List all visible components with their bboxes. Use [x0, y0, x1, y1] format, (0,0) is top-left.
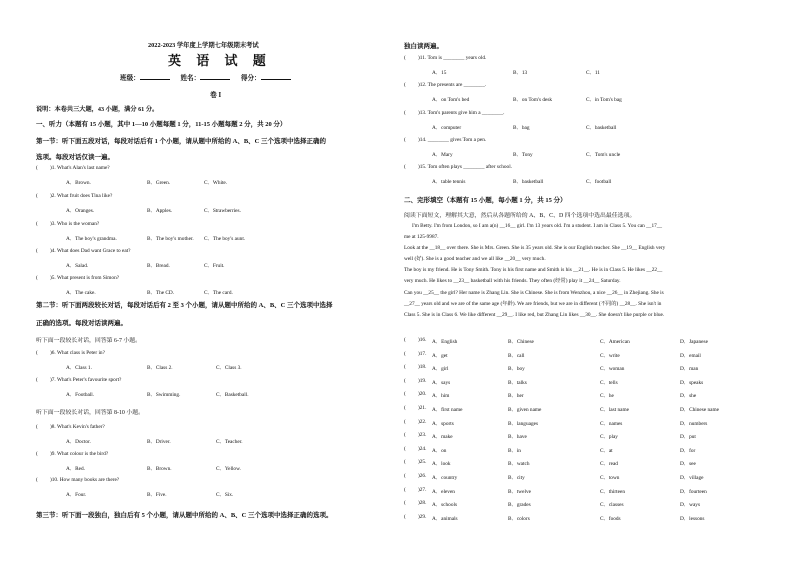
answer-option: B．Swimming.: [147, 392, 181, 398]
question-stem: ( )7. What's Peter's favourite sport?: [36, 377, 122, 383]
answer-paren[interactable]: (: [404, 364, 406, 371]
answer-paren[interactable]: (: [36, 377, 38, 383]
answer-option: C．tells: [600, 379, 618, 386]
sec2-instruction-2: 正确的选项。每段对话读两遍。: [36, 320, 127, 327]
answer-option: B．Bread.: [147, 263, 170, 269]
answer-paren[interactable]: (: [404, 164, 406, 170]
class-blank[interactable]: [140, 74, 170, 80]
answer-option: D．man: [680, 366, 699, 373]
answer-option: A．make: [432, 434, 453, 441]
question-stem: ( )19.: [404, 377, 427, 384]
answer-option: A．sports: [432, 420, 454, 427]
answer-option: B．The boy's mother.: [147, 236, 194, 242]
answer-option: B．watch: [508, 461, 530, 468]
answer-option: D．numbers: [680, 420, 708, 427]
question-stem: ( )27.: [404, 486, 427, 493]
answer-option: C．last name: [600, 407, 629, 413]
answer-option: B．languages: [508, 420, 539, 427]
question-number: 22: [419, 418, 426, 425]
answer-paren[interactable]: (: [404, 377, 406, 384]
answer-option: C．Strawberries.: [204, 208, 241, 214]
answer-option: A．look: [432, 461, 451, 468]
answer-option: B．grades: [508, 502, 531, 509]
answer-option: A．on Tom's bed: [432, 97, 470, 103]
question-stem: ( )24.: [404, 445, 427, 452]
answer-option: A．English: [432, 339, 458, 345]
answer-option: B．Green.: [147, 180, 171, 186]
passage-line: very much. He likes to __23__ basketball with his friends. They often (经常) play it __24__ Saturday.: [404, 278, 621, 285]
question-stem: ( )4. What does Dad want Grace to eat?: [36, 248, 131, 254]
question-stem: ( )14. ________ gives Tom a pen.: [404, 137, 487, 143]
answer-option: C．names: [600, 420, 623, 427]
answer-option: C．Tom's uncle: [586, 152, 621, 158]
question-stem: ( )2. What fruit does Tina like?: [36, 193, 113, 199]
question-text: What's Kevin's father?: [56, 424, 105, 430]
subject-title: 英 语 试 题: [168, 53, 272, 68]
answer-option: B．Brown.: [147, 466, 172, 472]
answer-option: C．The card.: [204, 290, 233, 296]
sub-instruction-6-7: 听下面一段较长对话，回答第 6-7 小题。: [36, 338, 142, 344]
answer-option: B．bag: [513, 125, 530, 131]
passage-line: __27__ years old and we are of the same age (年龄). We are friends, but we are in different (不同的) __28__. She isn't in: [404, 300, 662, 307]
question-number: 28: [419, 500, 426, 507]
question-stem: ( )6. What class is Peter in?: [36, 350, 105, 356]
question-stem: ( )23.: [404, 432, 427, 439]
answer-paren[interactable]: (: [36, 165, 38, 171]
answer-paren[interactable]: (: [404, 445, 406, 452]
score-label: 得分：: [240, 75, 261, 82]
answer-paren[interactable]: (: [36, 451, 38, 457]
answer-option: A．The boy's grandma.: [66, 236, 117, 242]
question-text: What's Alan's last name?: [56, 165, 110, 171]
answer-paren[interactable]: (: [404, 337, 406, 343]
sub-instruction-8-10: 听下面一段较长对话，回答第 8-10 小题。: [36, 410, 144, 416]
answer-option: C．Six.: [216, 492, 234, 498]
question-number: 11: [419, 55, 425, 61]
answer-option: C．football: [586, 179, 612, 185]
part1-title: 一、听力（本题有 15 小题，其中 1—10 小题每题 1 分，11-15 小题每题 2 分，共 20 分）: [36, 121, 287, 128]
question-stem: ( )28.: [404, 500, 427, 507]
passage-line: Can you __25__ the girl? Her name is Zhang Lin. She is Chinese. She is from Wenzhou, a nice __26__ in Zhejiang. She is: [404, 289, 664, 296]
question-stem: ( )1. What's Alan's last name?: [36, 165, 110, 171]
question-stem: ( )25.: [404, 459, 427, 466]
question-number: 21: [419, 405, 426, 411]
question-number: 18: [419, 364, 426, 371]
passage-line: The boy is my friend. He is Tony Smith. Tony is his first name and Smith is his __21__. He is in Class 5. He likes __22__: [404, 267, 663, 274]
passage-line: Look at the __18__ over there. She is Mrs. Green. She is 35 years old. She is our English teacher. She __19__ English very: [404, 245, 666, 252]
answer-option: C．Yellow.: [216, 466, 241, 472]
answer-option: A．table tennis: [432, 179, 466, 185]
part2-title: 二、完形填空（本题有 15 小题，每小题 1 分，共 15 分）: [404, 197, 567, 204]
answer-option: D．Chinese name: [680, 407, 719, 413]
answer-option: D．fourteen: [680, 488, 707, 495]
question-text: What does Dad want Grace to eat?: [56, 248, 131, 254]
answer-option: A．Football.: [66, 392, 95, 398]
answer-paren[interactable]: (: [404, 110, 406, 116]
question-number: 29: [419, 513, 426, 520]
question-number: 2: [51, 193, 55, 199]
class-label: 班级：: [120, 75, 140, 82]
name-label: 姓名：: [180, 75, 201, 82]
answer-option: A．computer: [432, 125, 462, 131]
answer-option: A．Salad.: [66, 263, 89, 269]
answer-paren[interactable]: (: [404, 350, 406, 357]
answer-option: A．schools: [432, 502, 458, 509]
question-number: 13: [419, 110, 426, 116]
cloze-instructions: 阅读下面短文，理解其大意，然后从各题所给的 A、B、C、D 四个选项中选出最佳选项。: [404, 213, 636, 219]
question-number: 5: [51, 275, 55, 281]
answer-option: D．village: [680, 475, 704, 481]
answer-option: A．get: [432, 352, 448, 359]
question-stem: ( )18.: [404, 364, 427, 371]
answer-option: B．call: [508, 352, 525, 359]
exam-note: 说明：本卷共三大题，43 小题，满分 61 分。: [36, 106, 159, 113]
question-number: 6: [51, 350, 55, 356]
answer-option: B．Apples.: [147, 208, 173, 214]
answer-paren[interactable]: (: [36, 275, 38, 281]
answer-paren[interactable]: (: [36, 424, 38, 430]
answer-option: D．email: [680, 352, 701, 359]
answer-option: D．lessons: [680, 515, 705, 522]
cloze-passage: [404, 221, 776, 321]
question-number: 14: [419, 137, 426, 143]
question-stem: ( )26.: [404, 473, 427, 479]
question-number: 26: [419, 473, 426, 479]
question-text: What colour is the bird?: [56, 451, 109, 457]
question-stem: ( )22.: [404, 418, 427, 425]
volume-label: 卷 I: [210, 92, 222, 99]
answer-paren[interactable]: (: [404, 486, 406, 493]
answer-option: C．basketball: [586, 125, 617, 131]
answer-option: C．foods: [600, 515, 621, 522]
answer-option: D．speaks: [680, 379, 704, 386]
question-number: 27: [419, 486, 426, 493]
answer-paren[interactable]: (: [404, 459, 406, 466]
answer-paren[interactable]: (: [36, 193, 38, 199]
answer-option: D．put: [680, 434, 696, 441]
sec2-instruction-1: 第二节：听下面两段较长对话，每段对话后有 2 至 3 个小题，请从题中所给的 A、B、C 三个选项中选择: [36, 302, 333, 309]
answer-option: A．eleven: [432, 488, 455, 495]
answer-paren[interactable]: (: [36, 350, 38, 356]
answer-paren[interactable]: (: [36, 221, 38, 227]
answer-paren[interactable]: (: [404, 432, 406, 439]
answer-paren[interactable]: (: [404, 473, 406, 479]
question-number: 16: [419, 337, 426, 343]
answer-paren[interactable]: (: [404, 405, 406, 411]
question-number: 23: [419, 432, 426, 439]
answer-option: A．first name: [432, 407, 463, 413]
question-text: What class is Peter in?: [56, 350, 105, 356]
question-text: ________ gives Tom a pen.: [427, 137, 487, 143]
answer-option: D．she: [680, 393, 697, 400]
answer-option: C．thirteen: [600, 488, 626, 495]
passage-line: well (好). She is a good teacher and we all like __20__ very much.: [404, 256, 546, 263]
answer-option: C．town: [600, 475, 620, 481]
question-text: What fruit does Tina like?: [56, 193, 113, 199]
answer-option: B．colors: [508, 515, 530, 522]
answer-option: D．Japanese: [680, 339, 708, 345]
answer-paren[interactable]: (: [404, 82, 406, 88]
answer-option: B．basketball: [513, 179, 544, 185]
answer-option: A．country: [432, 475, 458, 481]
answer-option: B．13: [513, 70, 528, 76]
question-number: 20: [419, 391, 426, 398]
answer-option: C．he: [600, 393, 614, 400]
answer-paren[interactable]: (: [36, 248, 38, 254]
answer-option: C．write: [600, 352, 620, 359]
question-number: 19: [419, 377, 426, 384]
answer-option: B．her: [508, 393, 524, 400]
answer-option: A．Four.: [66, 492, 87, 498]
answer-option: B．Five.: [147, 492, 167, 498]
sec1-instruction-2: 选项。每段对话仅读一遍。: [36, 154, 114, 161]
question-number: 24: [419, 445, 426, 452]
question-number: 15: [419, 164, 426, 170]
answer-option: C．in Tom's bag: [586, 97, 622, 103]
answer-option: D．ways: [680, 502, 701, 509]
answer-option: D．see: [680, 461, 696, 468]
sec1-instruction-1: 第一节：听下面五段对话，每段对话后有 1 个小题，请从题中所给的 A、B、C 三个选项中选择正确的: [36, 138, 326, 145]
answer-option: C．American: [600, 339, 630, 345]
answer-option: A．him: [432, 393, 450, 400]
question-stem: ( )9. What colour is the bird?: [36, 451, 109, 457]
answer-option: C．11: [586, 70, 600, 76]
question-text: How many books are there?: [59, 477, 120, 483]
question-text: Tom often plays ________ after school.: [427, 164, 512, 170]
answer-option: B．boy: [508, 366, 525, 373]
answer-option: B．in: [508, 447, 521, 454]
answer-option: A．Mary: [432, 152, 453, 158]
score-blank[interactable]: [261, 74, 291, 80]
answer-option: A．Brown.: [66, 180, 91, 186]
question-number: 8: [51, 424, 55, 430]
answer-option: C．read: [600, 461, 618, 468]
question-stem: ( )13. Tom's parents give him a ________.: [404, 110, 505, 116]
question-text: The presents are ________.: [427, 82, 487, 88]
answer-option: A．Red.: [66, 466, 85, 472]
answer-option: B．have: [508, 434, 527, 441]
question-number: 4: [51, 248, 55, 254]
question-text: Who is the woman?: [56, 221, 100, 227]
question-stem: ( )12. The presents are ________.: [404, 82, 487, 88]
answer-option: B．twelve: [508, 488, 531, 495]
answer-option: C．The boy's aunt.: [204, 236, 246, 242]
question-stem: ( )21.: [404, 405, 427, 411]
answer-option: B．talks: [508, 379, 527, 386]
answer-paren[interactable]: (: [404, 500, 406, 507]
sec3-instruction: 第三节：听下面一段独白，独白后有 5 个小题，请从题中所给的 A、B、C 三个选项中选择正确的选项。: [36, 512, 333, 519]
question-number: 1: [51, 165, 55, 171]
question-text: Tom's parents give him a ________.: [427, 110, 505, 116]
answer-option: A．15: [432, 70, 447, 76]
question-text: What's Peter's favourite sport?: [56, 377, 122, 383]
question-text: Tom is ________ years old.: [427, 55, 487, 61]
exam-title: 2022-2023 学年度上学期七年级期末考试: [148, 42, 259, 49]
question-number: 3: [51, 221, 55, 227]
question-number: 10: [51, 477, 58, 483]
question-stem: ( )20.: [404, 391, 427, 398]
question-stem: ( )5. What present is from Simon?: [36, 275, 120, 281]
question-stem: ( )11. Tom is ________ years old.: [404, 55, 487, 61]
answer-option: B．Tony: [513, 152, 533, 158]
student-info-row: [120, 72, 291, 82]
answer-option: A．girl: [432, 366, 449, 373]
passage-line: me at 125-9987.: [404, 234, 439, 241]
answer-paren[interactable]: (: [36, 477, 38, 483]
monologue-heading: 独白读两遍。: [404, 43, 443, 50]
answer-paren[interactable]: (: [404, 55, 406, 61]
question-stem: ( )3. Who is the woman?: [36, 221, 100, 227]
answer-option: B．Driver.: [147, 439, 171, 445]
question-stem: ( )29.: [404, 513, 427, 520]
answer-option: C．Fruit.: [204, 263, 225, 269]
answer-option: D．for: [680, 447, 696, 454]
answer-option: A．The cake.: [66, 290, 96, 296]
answer-option: C．Basketball.: [216, 392, 249, 398]
answer-option: C．White.: [204, 180, 228, 186]
answer-paren[interactable]: (: [404, 137, 406, 143]
question-stem: ( )17.: [404, 350, 427, 357]
question-stem: ( )16.: [404, 337, 427, 343]
answer-option: A．on: [432, 447, 447, 454]
answer-option: C．Class 3.: [216, 365, 242, 371]
answer-option: C．Teacher.: [216, 439, 243, 445]
answer-paren[interactable]: (: [404, 418, 406, 425]
answer-option: B．The CD.: [147, 290, 175, 296]
answer-option: A．animals: [432, 515, 458, 522]
name-blank[interactable]: [200, 74, 230, 80]
question-stem: ( )10. How many books are there?: [36, 477, 120, 483]
answer-option: C．woman: [600, 366, 625, 373]
question-number: 9: [51, 451, 55, 457]
answer-option: B．city: [508, 475, 525, 481]
answer-option: A．Doctor.: [66, 439, 91, 445]
answer-option: A．says: [432, 379, 451, 386]
answer-option: B．on Tom's desk: [513, 97, 553, 103]
question-stem: ( )15. Tom often plays ________ after school.: [404, 164, 512, 170]
answer-option: B．Class 2.: [147, 365, 173, 371]
answer-option: C．classes: [600, 502, 624, 509]
passage-line: I'm Betty. I'm from London, so I am a(n) __16__ girl. I'm 13 years old. I'm a student. I am in Class 5. You can __17__: [412, 223, 663, 229]
answer-option: C．at: [600, 447, 613, 454]
question-number: 17: [419, 350, 426, 357]
question-text: What present is from Simon?: [56, 275, 120, 281]
question-stem: ( )8. What's Kevin's father?: [36, 424, 105, 430]
passage-line: Class 5. She is in Class 6. We like different __29__. I like red, but Zhang Lin likes __30__. She doesn't like purple or blue.: [404, 311, 665, 318]
question-number: 12: [419, 82, 426, 88]
answer-option: B．Chinese: [508, 339, 534, 345]
answer-option: A．Class 1.: [66, 365, 92, 371]
answer-paren[interactable]: (: [404, 391, 406, 398]
question-number: 25: [419, 459, 426, 466]
answer-option: B．given name: [508, 407, 542, 413]
answer-option: C．play: [600, 434, 618, 441]
answer-option: A．Oranges.: [66, 208, 95, 214]
question-number: 7: [51, 377, 55, 383]
answer-paren[interactable]: (: [404, 513, 406, 520]
